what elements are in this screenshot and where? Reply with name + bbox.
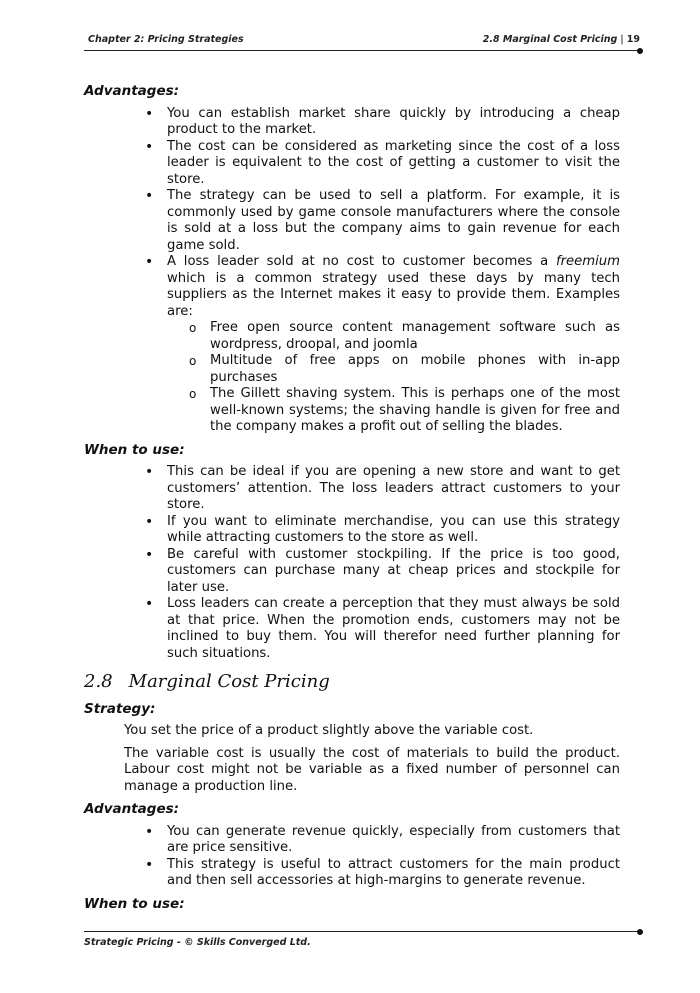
section-number: 2.8 [84, 671, 113, 692]
freemium-text-after: which is a common strategy used these days by many tech suppliers as the Internet makes it easy to provide them. Examples are: [167, 270, 620, 319]
list-item: • You can generate revenue quickly, especially from customers that are price sensitive. [167, 824, 620, 857]
rule-end-dot [637, 48, 643, 54]
section-heading [84, 671, 620, 692]
list-item: o The Gillett shaving system. This is perhaps one of the most well-known systems; the shaving handle is given for free and the company makes a profit out of selling the blades. [210, 386, 620, 436]
footer-rule [84, 931, 640, 932]
list-item: • You can establish market share quickly by introducing a cheap product to the market. [167, 106, 620, 139]
page-body [84, 83, 620, 918]
list-item: • Loss leaders can create a perception that they must always be sold at that price. When the promotion ends, customers may not be inclined to buy them. You will therefor need further planning for such situations. [167, 596, 620, 662]
list-item: • This can be ideal if you are opening a new store and want to get customers’ attention. The loss leaders attract customers to your store. [167, 464, 620, 514]
list-item-freemium [167, 254, 620, 436]
list-item: • Be careful with customer stockpiling. If the price is too good, customers can purchase many at cheap prices and stockpile for later use. [167, 547, 620, 597]
page-footer: Strategic Pricing - © Skills Converged Ltd. [84, 937, 311, 948]
marginal-advantages-heading: Advantages: [84, 801, 180, 817]
rule-end-dot [637, 929, 643, 935]
advantages-list [84, 106, 620, 436]
header-separator: | [620, 34, 624, 45]
freemium-term: freemium [555, 254, 620, 269]
list-item: • If you want to eliminate merchandise, you can use this strategy while attracting customers to the store as well. [167, 514, 620, 547]
header-chapter: Chapter 2: Pricing Strategies [88, 34, 244, 45]
header-right [483, 34, 640, 45]
marginal-when-heading: When to use: [84, 895, 185, 912]
section-title: Marginal Cost Pricing [128, 671, 330, 692]
header-section: 2.8 Marginal Cost Pricing [482, 34, 618, 45]
list-item: • The strategy can be used to sell a platform. For example, it is commonly used by game console manufacturers where the console is sold at a loss but the company aims to gain revenue for each game sold. [167, 188, 620, 254]
when-to-use-heading: When to use: [84, 441, 185, 458]
list-item: • This strategy is useful to attract customers for the main product and then sell accessories at high-margins to generate revenue. [167, 857, 620, 890]
when-to-use-list [84, 464, 620, 662]
strategy-paragraph: You set the price of a product slightly above the variable cost. [124, 723, 534, 738]
list-item: o Multitude of free apps on mobile phones with in-app purchases [210, 353, 620, 386]
list-item: o Free open source content management software such as wordpress, droopal, and joomla [210, 320, 620, 353]
page-header [88, 31, 640, 49]
strategy-heading: Strategy: [84, 700, 156, 717]
advantages-heading: Advantages: [84, 83, 180, 99]
page-number: 19 [626, 34, 640, 45]
freemium-text-before: A loss leader sold at no cost to customer becomes a [167, 254, 556, 269]
marginal-advantages-list [84, 824, 620, 890]
strategy-paragraph: The variable cost is usually the cost of materials to build the product. Labour cost might not be variable as a fixed number of personnel can manage a production line. [124, 745, 620, 794]
header-rule [84, 50, 640, 51]
examples-list [167, 320, 620, 436]
list-item: • The cost can be considered as marketing since the cost of a loss leader is equivalent to the cost of getting a customer to visit the store. [167, 139, 620, 189]
